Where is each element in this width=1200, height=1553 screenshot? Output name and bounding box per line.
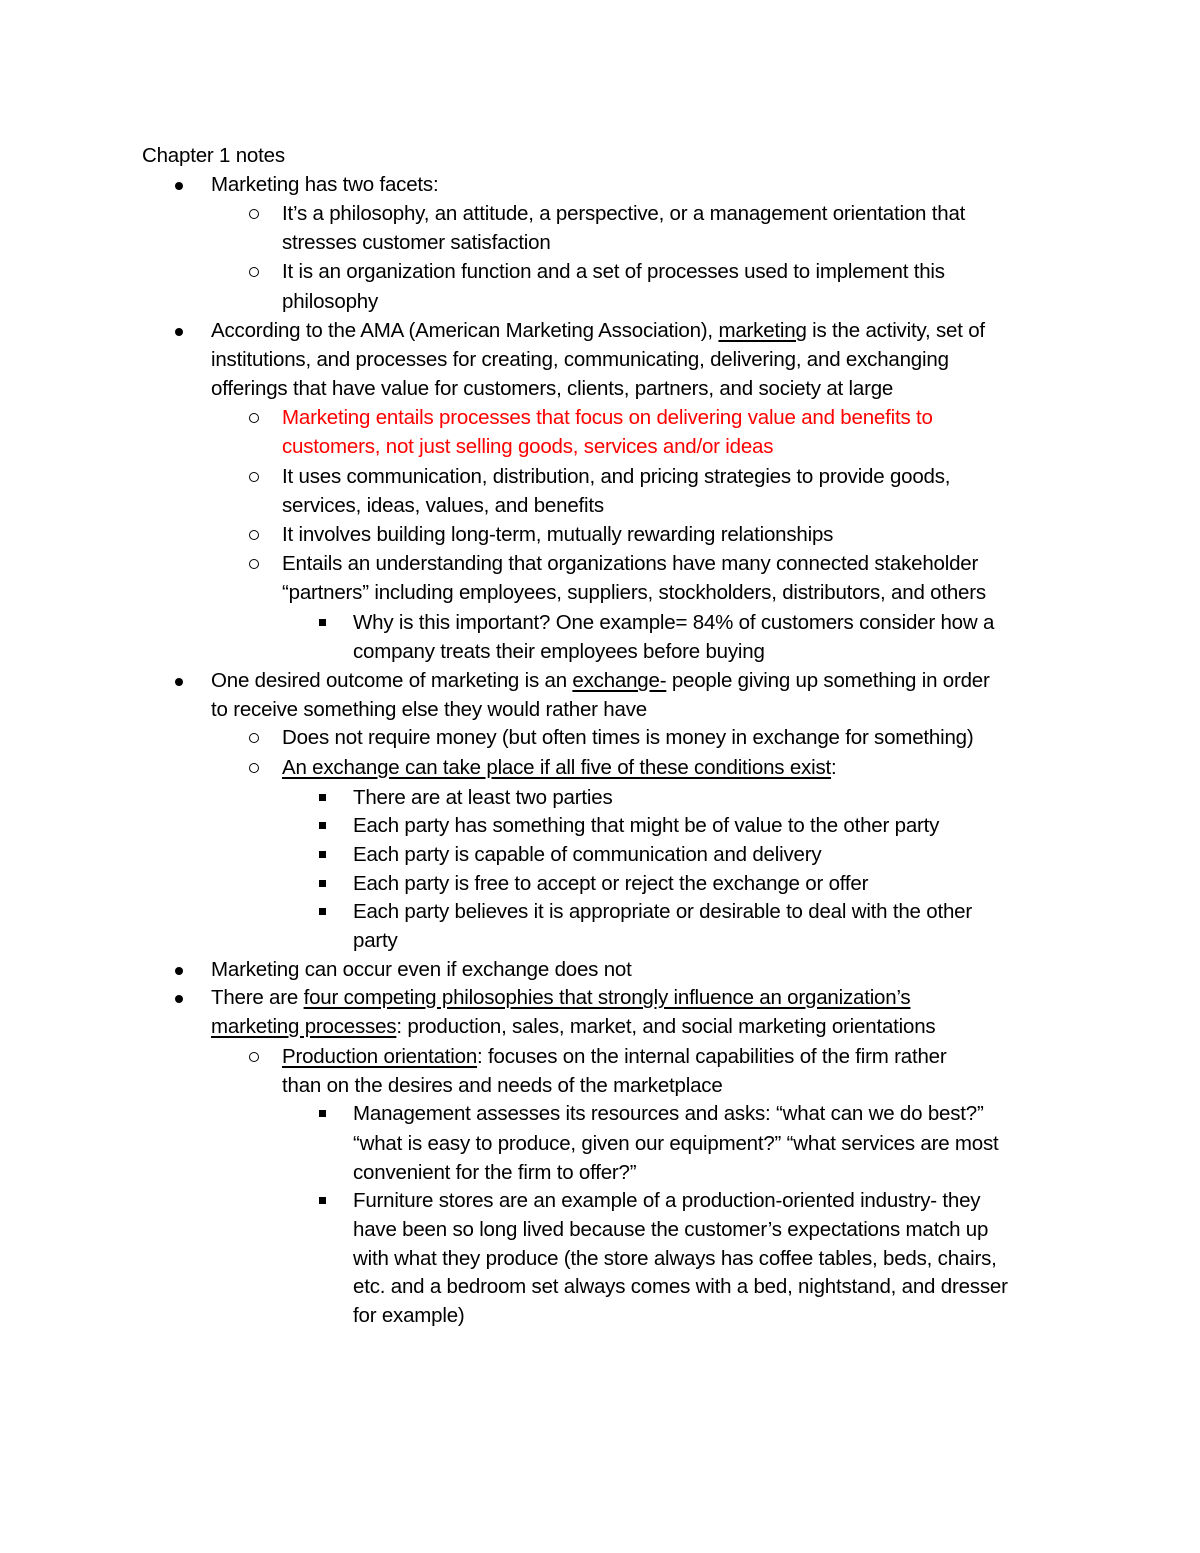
bullet-dot [175,182,183,190]
highlighted-list-item: Marketing entails processes that focus on delivering value and benefits to [282,406,933,429]
bullet-square [319,880,326,887]
underlined-term: marketing processes [211,1015,397,1038]
bullet-circle [249,530,259,540]
list-item: Management assesses its resources and asks: “what can we do best?” [353,1102,984,1125]
underlined-term: An exchange can take place if all five of these conditions exist [282,756,832,779]
list-item-continuation: philosophy [282,290,379,313]
bullet-circle [249,1052,259,1062]
bullet-circle [249,267,259,277]
underlined-term: marketing [718,319,807,342]
bullet-square [319,1110,326,1117]
list-item: Each party has something that might be of value to the other party [353,814,940,837]
list-item-continuation: convenient for the firm to offer?” [353,1161,637,1184]
page-title: Chapter 1 notes [142,144,285,167]
underlined-term: four competing philosophies that strongly influence an organization’s [303,986,911,1009]
list-item: It’s a philosophy, an attitude, a perspective, or a management orientation that [282,202,966,225]
list-item [282,753,837,782]
text-run: is the activity, set of [806,319,985,342]
text-run: There are [211,986,304,1009]
list-item: Does not require money (but often times is money in exchange for something) [282,726,974,749]
list-item: It involves building long-term, mutually rewarding relationships [282,523,834,546]
bullet-dot [175,967,183,975]
list-item-continuation: stresses customer satisfaction [282,231,551,254]
list-item-continuation: institutions, and processes for creating, communicating, delivering, and exchanging [211,348,949,371]
text-run: : [831,756,837,779]
text-run: : production, sales, market, and social marketing orientations [396,1015,936,1038]
list-item: Each party is free to accept or reject the exchange or offer [353,872,869,895]
list-item-continuation: with what they produce (the store always has coffee tables, beds, chairs, [353,1247,997,1270]
bullet-circle [249,559,259,569]
bullet-square [319,851,326,858]
list-item-continuation: have been so long lived because the customer’s expectations match up [353,1218,989,1241]
list-item: Furniture stores are an example of a production-oriented industry- they [353,1189,981,1212]
list-item-continuation: etc. and a bedroom set always comes with a bed, nightstand, and dresser [353,1275,1008,1298]
bullet-circle [249,413,259,423]
text-run: One desired outcome of marketing is an [211,669,573,692]
bullet-square [319,822,326,829]
list-item-continuation: services, ideas, values, and benefits [282,494,604,517]
list-item: Each party is capable of communication and delivery [353,843,822,866]
text-run: : focuses on the internal capabilities of the firm rather [477,1045,947,1068]
list-item-continuation: party [353,929,398,952]
bullet-square [319,908,326,915]
text-run: people giving up something in order [666,669,990,692]
list-item: Why is this important? One example= 84% of customers consider how a [353,611,995,634]
bullet-dot [175,678,183,686]
list-item-continuation: for example) [353,1304,465,1327]
bullet-circle [249,472,259,482]
highlighted-list-item-continuation: customers, not just selling goods, services and/or ideas [282,435,774,458]
list-item-continuation [211,1012,935,1041]
list-item: There are at least two parties [353,786,613,809]
bullet-square [319,794,326,801]
bullet-square [319,1197,326,1204]
list-item: Entails an understanding that organizations have many connected stakeholder [282,552,979,575]
bullet-square [319,619,326,626]
list-item-continuation: offerings that have value for customers, clients, partners, and society at large [211,377,894,400]
list-item-continuation: to receive something else they would rather have [211,698,647,721]
list-item-continuation: than on the desires and needs of the marketplace [282,1074,723,1097]
bullet-circle [249,763,259,773]
list-item [211,666,990,695]
text-run: According to the AMA (American Marketing Association), [211,319,719,342]
bullet-dot [175,328,183,336]
underlined-term: Production orientation [282,1045,478,1068]
list-item-continuation: company treats their employees before buying [353,640,765,663]
underlined-term: exchange- [572,669,667,692]
list-item: Each party believes it is appropriate or desirable to deal with the other [353,900,972,923]
list-item: Marketing can occur even if exchange does not [211,958,632,981]
list-item [211,316,985,345]
list-item [282,1042,947,1071]
bullet-circle [249,733,259,743]
list-item [211,983,910,1012]
list-item: It uses communication, distribution, and pricing strategies to provide goods, [282,465,951,488]
bullet-circle [249,209,259,219]
bullet-dot [175,995,183,1003]
list-item-continuation: “what is easy to produce, given our equipment?” “what services are most [353,1132,999,1155]
list-item: Marketing has two facets: [211,173,439,196]
list-item-continuation: “partners” including employees, suppliers, stockholders, distributors, and others [282,581,986,604]
list-item: It is an organization function and a set of processes used to implement this [282,260,945,283]
